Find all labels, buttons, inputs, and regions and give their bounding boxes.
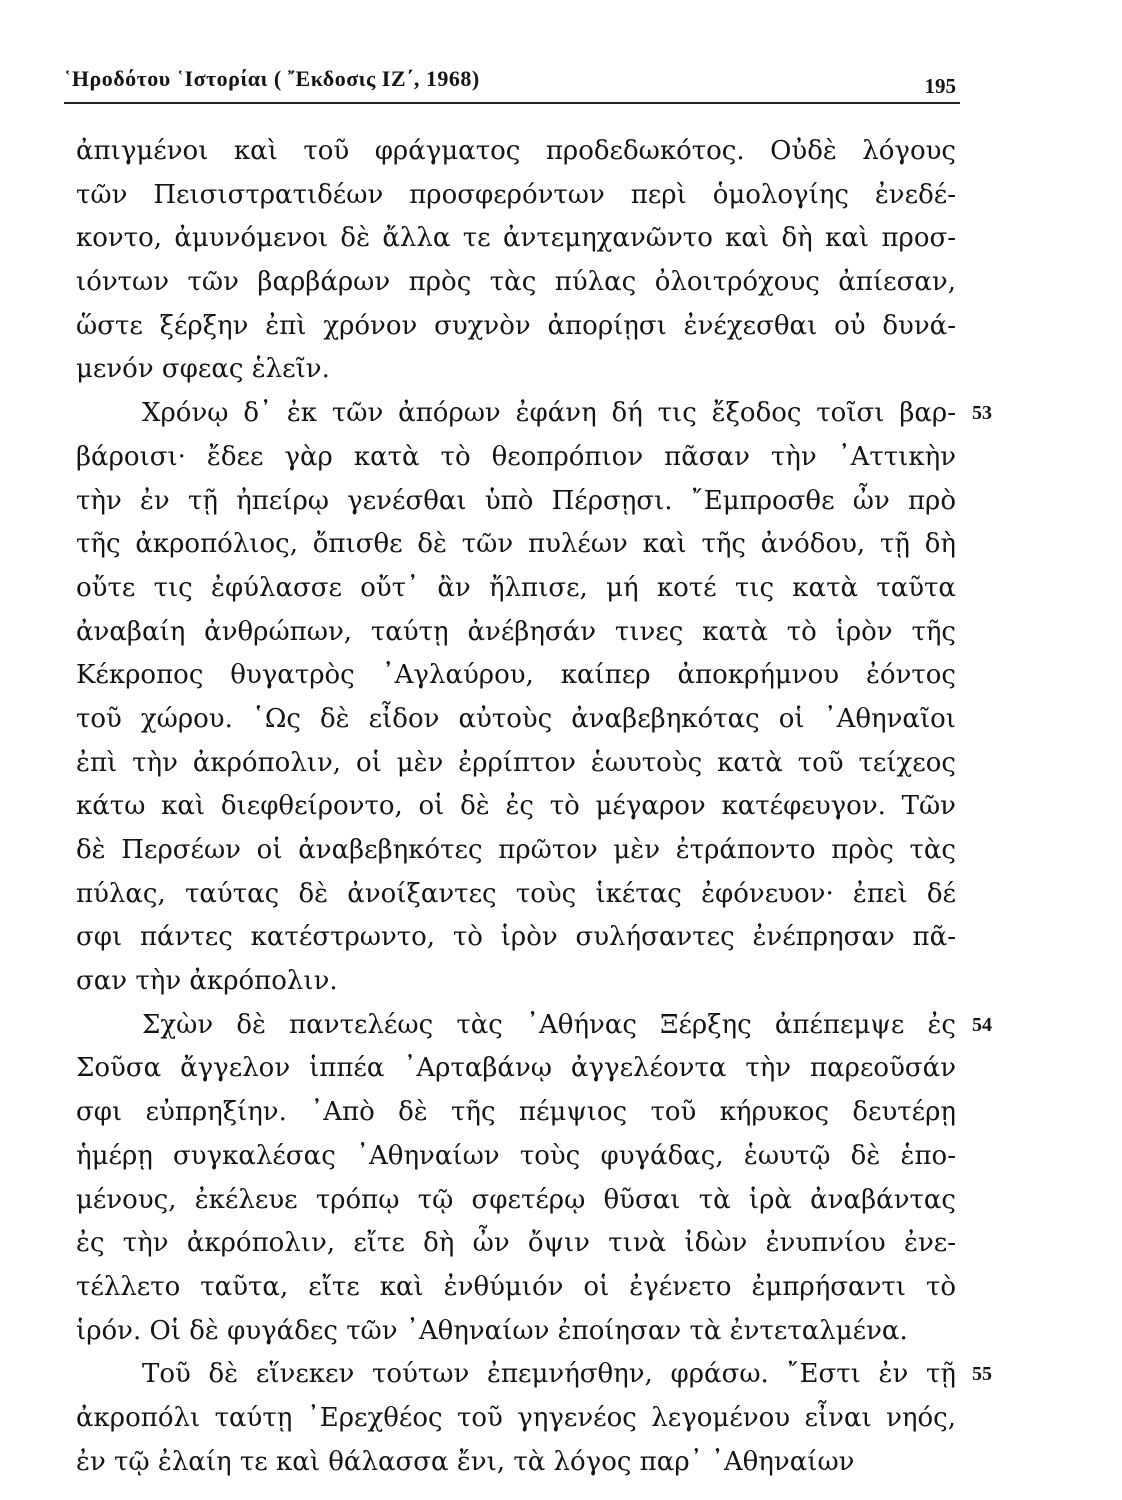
- text-line: ἀπιγμένοι καὶ τοῦ φράγματος προδεδωκότος. Οὐδὲ λόγους: [76, 136, 956, 166]
- text-line: Σοῦσα ἄγγελον ἱππέα ᾽Αρταβάνῳ ἀγγελέοντα τὴν παρεοῦσάν: [76, 1053, 956, 1084]
- text-line: μένους, ἐκέλευε τρόπῳ τῷ σφετέρῳ θῦσαι τὰ ἱρὰ ἀναβάντας: [76, 1184, 956, 1215]
- text-line: δὲ Περσέων οἱ ἀναβεβηκότες πρῶτον μὲν ἐτράποντο πρὸς τὰς: [76, 835, 956, 865]
- text-line: κοντο, ἀμυνόμενοι δὲ ἄλλα τε ἀντεμηχανῶντο καὶ δὴ καὶ προσ-: [76, 223, 956, 254]
- text-line: ιόντων τῶν βαρβάρων πρὸς τὰς πύλας ὀλοιτρόχους ἀπίεσαν,: [76, 267, 956, 298]
- page-header: [64, 62, 960, 104]
- page-number: 195: [924, 74, 956, 98]
- text-line: οὔτε τις ἐφύλασσε οὔτ᾽ ἂν ἤλπισε, μή κοτέ τις κατὰ ταῦτα: [76, 572, 956, 603]
- text-line: Σχὼν δὲ παντελέως τὰς ᾽Αθήνας Ξέρξης ἀπέπεμψε ἐς: [142, 1009, 956, 1040]
- text-line: κάτω καὶ διεφθείροντο, οἱ δὲ ἐς τὸ μέγαρον κατέφευγον. Τῶν: [76, 791, 956, 822]
- text-line: ἡμέρῃ συγκαλέσας ᾽Αθηναίων τοὺς φυγάδας, ἑωυτῷ δὲ ἑπο-: [76, 1140, 956, 1171]
- section-number: 55: [972, 1363, 992, 1386]
- text-line: τῶν Πεισιστρατιδέων προσφερόντων περὶ ὁμολογίης ἐνεδέ-: [76, 179, 956, 210]
- text-line: σαν τὴν ἀκρόπολιν.: [76, 966, 338, 997]
- text-line: τέλλετο ταῦτα, εἴτε καὶ ἐνθύμιόν οἱ ἐγένετο ἐμπρήσαντι τὸ: [76, 1271, 956, 1302]
- text-line: Τοῦ δὲ εἵνεκεν τούτων ἐπεμνήσθην, φράσω. ῎Εστι ἐν τῇ: [142, 1359, 956, 1390]
- text-line: βάροισι· ἔδεε γὰρ κατὰ τὸ θεοπρόπιον πᾶσαν τὴν ᾽Αττικὴν: [76, 441, 956, 472]
- paragraph: [76, 1004, 992, 1354]
- text-line: ἐν τῷ ἐλαίη τε καὶ θάλασσα ἔνι, τὰ λόγος παρ᾽ ᾽Αθηναίων: [76, 1446, 855, 1477]
- section-number: 54: [972, 1013, 992, 1036]
- running-title: ῾Ηροδότου ῾Ιστορίαι ( ῎Εκδοσις ΙΖ΄, 1968): [64, 66, 480, 91]
- paragraph: [76, 130, 956, 392]
- text-line: ἀναβαίη ἀνθρώπων, ταύτῃ ἀνέβησάν τινες κατὰ τὸ ἱρὸν τῆς: [76, 616, 956, 647]
- text-line: Κέκροπος θυγατρὸς ᾽Αγλαύρου, καίπερ ἀποκρήμνου ἐόντος: [76, 660, 956, 691]
- text-line: τοῦ χώρου. ῾Ως δὲ εἶδον αὐτοὺς ἀναβεβηκότας οἱ ᾽Αθηναῖοι: [76, 703, 956, 734]
- section-number: 53: [972, 402, 992, 425]
- paragraph: [76, 392, 992, 1004]
- text-line: σφι εὐπρηξίην. ᾽Απὸ δὲ τῆς πέμψιος τοῦ κήρυκος δευτέρῃ: [76, 1097, 956, 1128]
- text-line: τῆς ἀκροπόλιος, ὄπισθε δὲ τῶν πυλέων καὶ τῆς ἀνόδου, τῇ δὴ: [76, 529, 956, 560]
- text-line: ὥστε ξέρξην ἐπὶ χρόνον συχνὸν ἀπορίῃσι ἐνέχεσθαι οὐ δυνά-: [76, 310, 956, 341]
- text-line: ἐς τὴν ἀκρόπολιν, εἴτε δὴ ὦν ὄψιν τινὰ ἰδὼν ἐνυπνίου ἐνε-: [76, 1228, 956, 1259]
- text-line: τὴν ἐν τῇ ἠπείρῳ γενέσθαι ὑπὸ Πέρσῃσι. ῎Εμπροσθε ὦν πρὸ: [76, 485, 956, 516]
- text-line: ἐπὶ τὴν ἀκρόπολιν, οἱ μὲν ἐρρίπτον ἑωυτοὺς κατὰ τοῦ τείχεος: [76, 747, 956, 778]
- body-text: [76, 130, 992, 1484]
- paragraph: [76, 1353, 992, 1484]
- text-line: μενόν σφεας ἑλεῖν.: [76, 354, 330, 385]
- text-line: σφι πάντες κατέστρωντο, τὸ ἱρὸν συλήσαντες ἐνέπρησαν πᾶ-: [76, 922, 956, 953]
- text-line: πύλας, ταύτας δὲ ἀνοίξαντες τοὺς ἱκέτας ἐφόνευον· ἐπεὶ δέ: [76, 878, 956, 909]
- text-line: Χρόνῳ δ᾽ ἐκ τῶν ἀπόρων ἐφάνη δή τις ἔξοδος τοῖσι βαρ-: [142, 398, 956, 429]
- text-line: ἀκροπόλι ταύτῃ ᾽Ερεχθέος τοῦ γηγενέος λεγομένου εἶναι νηός,: [76, 1402, 956, 1433]
- text-line: ἱρόν. Οἱ δὲ φυγάδες τῶν ᾽Αθηναίων ἐποίησαν τὰ ἐντεταλμένα.: [76, 1315, 908, 1346]
